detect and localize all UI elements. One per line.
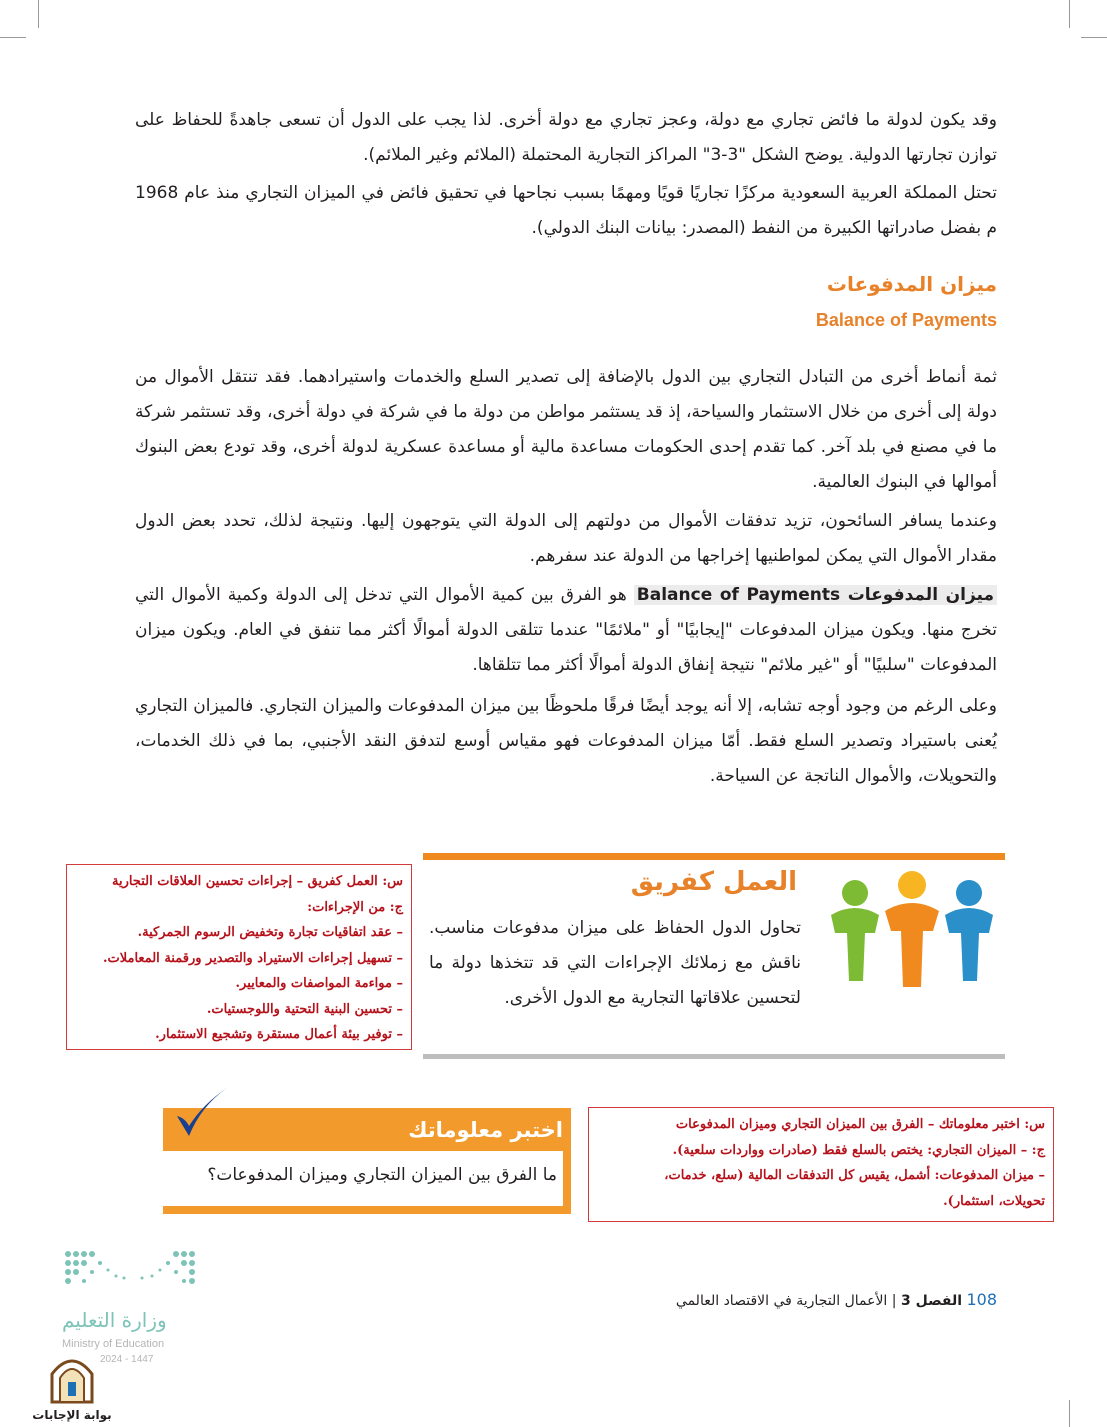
answer-box-quiz (588, 1107, 1054, 1222)
teamwork-bottom-bar (423, 1054, 1005, 1059)
crop-mark (1069, 1400, 1070, 1427)
crop-mark (38, 0, 39, 28)
gate-label: بوابة الإجابات (32, 1408, 112, 1422)
key-term: ميزان المدفوعات Balance of Payments (634, 585, 997, 605)
answer-line: – تحسين البنية التحتية واللوجستيات. (206, 1001, 403, 1017)
definition-text: هو الفرق بين كمية الأموال التي تدخل إلى الدولة وكمية الأموال التي تخرج منها. ويكون ميزان المدفوعات "إيجابيًا" أو "ملائمًا" عندما تتلقى الدولة أموالًا أكثر مما تنفق في العام. ويكون ميزان المدفوعات "سلبيًا" أو "غير ملائم" نتيجة إنفاق الدولة أموالًا أكثر مما تتلقاها. (135, 585, 997, 675)
page-footer (676, 1290, 997, 1309)
page-number: 108 (966, 1290, 997, 1309)
ministry-name-arabic: وزارة التعليم (62, 1308, 167, 1332)
teamwork-box (423, 853, 1005, 1059)
ministry-year: 2024 - 1447 (100, 1354, 154, 1365)
teamwork-people-icon (823, 871, 1001, 991)
answer-line: س: العمل كفريق – إجراءات تحسين العلاقات التجارية (111, 874, 403, 889)
answer-line: – ميزان المدفوعات: أشمل، يقيس كل التدفقات المالية (سلع، خدمات، (664, 1168, 1045, 1183)
answer-line: – تسهيل إجراءات الاستيراد والتصدير ورقمنة المعاملات. (102, 950, 403, 966)
ministry-logo (62, 1248, 202, 1368)
checkmark-icon (173, 1086, 229, 1142)
answer-line: ج: – الميزان التجاري: يختص بالسلع فقط (صادرات وواردات سلعية). (672, 1142, 1045, 1158)
section-heading-arabic: ميزان المدفوعات (826, 272, 997, 296)
quiz-question-panel (163, 1151, 563, 1206)
ministry-dots-icon (62, 1248, 202, 1298)
section-heading-english: Balance of Payments (815, 310, 997, 330)
crop-mark (1081, 37, 1107, 38)
teamwork-title: العمل كفريق (630, 867, 797, 897)
answer-line: – عقد اتفاقيات تجارة وتخفيض الرسوم الجمركية. (137, 925, 403, 940)
answer-line: تحويلات، استثمار). (943, 1193, 1045, 1209)
teamwork-text: تحاول الدول الحفاظ على ميزان مدفوعات مناسب. ناقش مع زملائك الإجراءات التي قد تتخذها دولة ما لتحسين علاقاتها التجارية مع الدول الأخرى. (429, 918, 801, 1008)
quiz-title: اختبر معلوماتك (408, 1118, 563, 1142)
answers-gate-logo (32, 1352, 112, 1422)
quiz-question: ما الفرق بين الميزان التجاري وميزان المدفوعات؟ (207, 1165, 557, 1185)
answer-line: – مواءمة المواصفات والمعايير. (235, 976, 403, 991)
chapter-label: الفصل 3 (900, 1293, 962, 1309)
quiz-box (163, 1108, 571, 1214)
ministry-name-english: Ministry of Education (62, 1338, 165, 1350)
paragraph-trade-patterns: ثمة أنماط أخرى من التبادل التجاري بين الدول بالإضافة إلى تصدير السلع والخدمات واستيرادهما. فقد تنتقل الأموال من دولة إلى أخرى من خلال الاستثمار والسياحة، إذ قد يستثمر مواطن من دولة ما في شركة في دولة أخرى، وقد تستثمر شركة ما في مصنع في بلد آخر. كما تقدم إحدى الحكومات مساعدة مالية أو مساعدة عسكرية لدولة أخرى، وقد تودع بعض البنوك أموالها في البنوك العالمية. (135, 367, 997, 492)
paragraph-saudi-trade: تحتل المملكة العربية السعودية مركزًا تجاريًا قويًا ومهمًا بسبب نجاحها في تحقيق فائض في الميزان التجاري منذ عام 1968 م بفضل صادراتها الكبيرة من النفط (المصدر: بيانات البنك الدولي). (135, 183, 997, 238)
answer-line: ج: من الإجراءات: (307, 899, 403, 915)
answer-line: – توفير بيئة أعمال مستقرة وتشجيع الاستثمار. (155, 1027, 403, 1042)
crop-mark (1069, 0, 1070, 28)
answer-line: س: اختبر معلوماتك – الفرق بين الميزان التجاري وميزان المدفوعات (675, 1117, 1045, 1132)
teamwork-top-bar (423, 853, 1005, 860)
footer-separator: | (891, 1293, 897, 1309)
paragraph-trade-surplus: وقد يكون لدولة ما فائض تجاري مع دولة، وعجز تجاري مع دولة أخرى. لذا يجب على الدول أن تسعى جاهدةً للحفاظ على توازن تجارتها الدولية. يوضح الشكل "3-3" المراكز التجارية المحتملة (الملائم وغير الملائم). (135, 110, 997, 165)
answer-box-teamwork (66, 864, 412, 1050)
paragraph-difference: وعلى الرغم من وجود أوجه تشابه، إلا أنه يوجد أيضًا فرقًا ملحوظًا بين ميزان المدفوعات والميزان التجاري. فالميزان التجاري يُعنى باستيراد وتصدير السلع فقط. أمّا ميزان المدفوعات فهو مقياس أوسع لتدفق النقد الأجنبي، بما في ذلك الخدمات، والتحويلات، والأموال الناتجة عن السياحة. (135, 696, 997, 786)
paragraph-definition (135, 578, 997, 683)
chapter-title: الأعمال التجارية في الاقتصاد العالمي (675, 1293, 888, 1309)
gate-emblem-icon (32, 1352, 112, 1404)
paragraph-tourists: وعندما يسافر السائحون، تزيد تدفقات الأموال من دولتهم إلى الدولة التي يتوجهون إليها. ونتيجة لذلك، تحدد بعض الدول مقدار الأموال التي يمكن لمواطنيها إخراجها من الدولة عند سفرهم. (135, 511, 997, 566)
crop-mark (0, 37, 26, 38)
